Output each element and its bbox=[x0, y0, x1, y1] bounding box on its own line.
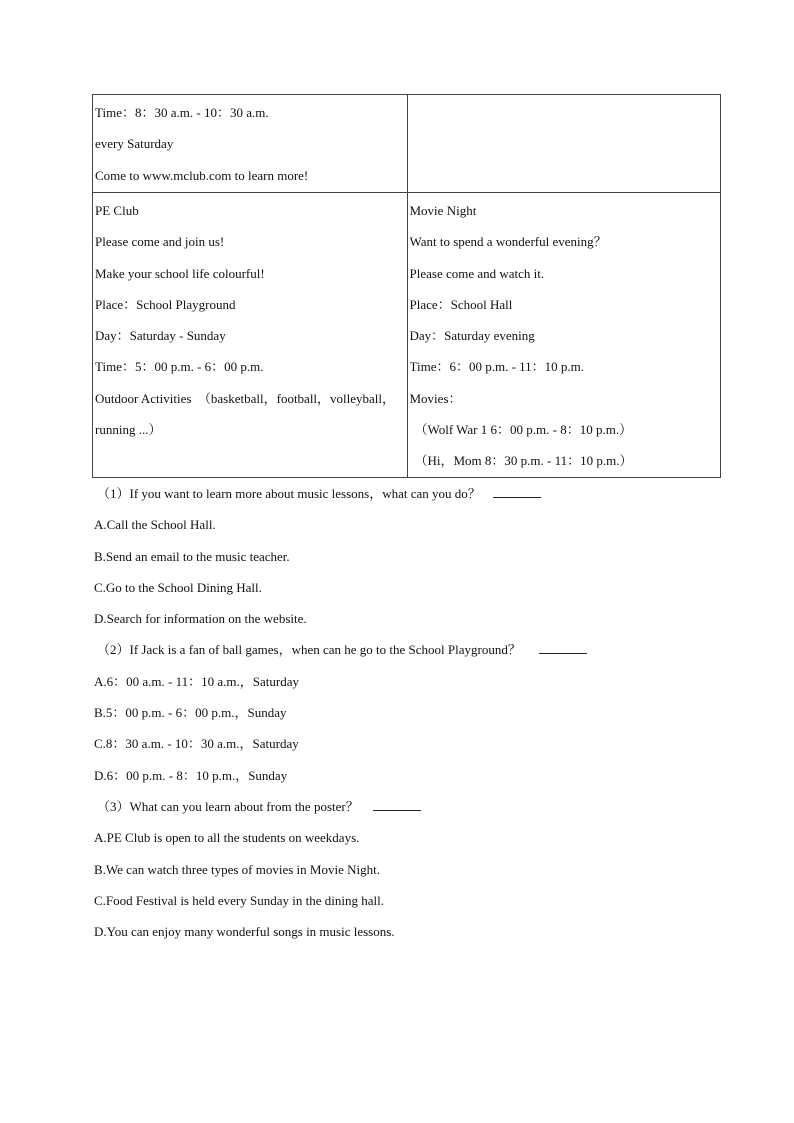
pe-club-title: PE Club bbox=[95, 203, 139, 218]
questions-section bbox=[94, 478, 734, 947]
question-1-option-b: B.Send an email to the music teacher. bbox=[94, 548, 290, 564]
pe-club-activities: Outdoor Activities （basketball，football，volleyball， bbox=[95, 390, 396, 406]
music-day: every Saturday bbox=[95, 136, 174, 152]
question-2-text: （2）If Jack is a fan of ball games，when can he go to the School Playground？ bbox=[97, 642, 521, 658]
question-1-option-c: C.Go to the School Dining Hall. bbox=[94, 579, 262, 595]
pe-club-cell bbox=[93, 193, 408, 478]
movie-night-time: Time：6：00 p.m. - 11：10 p.m. bbox=[409, 359, 585, 375]
pe-club-day: Day：Saturday - Sunday bbox=[95, 328, 226, 344]
movie-night-day: Day：Saturday evening bbox=[409, 328, 535, 344]
answer-blank-1 bbox=[493, 483, 541, 498]
question-3-option-b: B.We can watch three types of movies in Movie Night. bbox=[94, 861, 380, 877]
answer-blank-3 bbox=[373, 796, 421, 811]
pe-club-line1: Please come and join us! bbox=[95, 234, 225, 250]
question-2-stem bbox=[94, 634, 734, 665]
pe-club-time: Time：5：00 p.m. - 6：00 p.m. bbox=[95, 359, 264, 375]
question-3-option-a: A.PE Club is open to all the students on weekdays. bbox=[94, 830, 360, 846]
movie-night-cell bbox=[407, 193, 721, 478]
pe-club-place: Place：School Playground bbox=[95, 296, 236, 312]
pe-club-activities-cont: running ...） bbox=[95, 422, 162, 438]
question-1-option-a: A.Call the School Hall. bbox=[94, 517, 216, 533]
poster-table bbox=[92, 94, 721, 478]
movie-night-movie-2: （Hi，Mom 8：30 p.m. - 11：10 p.m.） bbox=[414, 453, 633, 469]
question-2-option-a: A.6：00 a.m. - 11：10 a.m.，Saturday bbox=[94, 673, 299, 689]
pe-club-line2: Make your school life colourful! bbox=[95, 265, 265, 281]
question-1-text: （1）If you want to learn more about music lessons，what can you do？ bbox=[97, 486, 481, 501]
question-3-text: （3）What can you learn about from the poster？ bbox=[97, 798, 359, 814]
question-2-option-c: C.8：30 a.m. - 10：30 a.m.，Saturday bbox=[94, 736, 299, 752]
question-3-option-d: D.You can enjoy many wonderful songs in music lessons. bbox=[94, 924, 395, 940]
music-lessons-cell bbox=[93, 95, 408, 193]
music-time: Time：8：30 a.m. - 10：30 a.m. bbox=[95, 105, 269, 120]
movie-night-movies-label: Movies： bbox=[409, 390, 462, 406]
question-3-option-c: C.Food Festival is held every Sunday in the dining hall. bbox=[94, 892, 384, 908]
poster-row-top bbox=[93, 95, 721, 193]
question-1-option-d: D.Search for information on the website. bbox=[94, 611, 307, 627]
movie-night-title: Movie Night bbox=[409, 203, 477, 218]
movie-night-place: Place：School Hall bbox=[409, 296, 513, 312]
poster-row-bottom bbox=[93, 193, 721, 478]
question-3-stem bbox=[94, 791, 734, 822]
empty-cell bbox=[407, 95, 721, 193]
question-1-stem bbox=[94, 478, 734, 509]
movie-night-movie-1: （Wolf War 1 6：00 p.m. - 8：10 p.m.） bbox=[414, 422, 633, 438]
movie-night-line1: Want to spend a wonderful evening？ bbox=[409, 234, 607, 250]
music-website: Come to www.mclub.com to learn more! bbox=[95, 167, 309, 183]
question-2-option-b: B.5：00 p.m. - 6：00 p.m.，Sunday bbox=[94, 705, 287, 721]
question-2-option-d: D.6：00 p.m. - 8：10 p.m.，Sunday bbox=[94, 767, 288, 783]
movie-night-line2: Please come and watch it. bbox=[409, 265, 545, 281]
answer-blank-2 bbox=[539, 639, 587, 654]
